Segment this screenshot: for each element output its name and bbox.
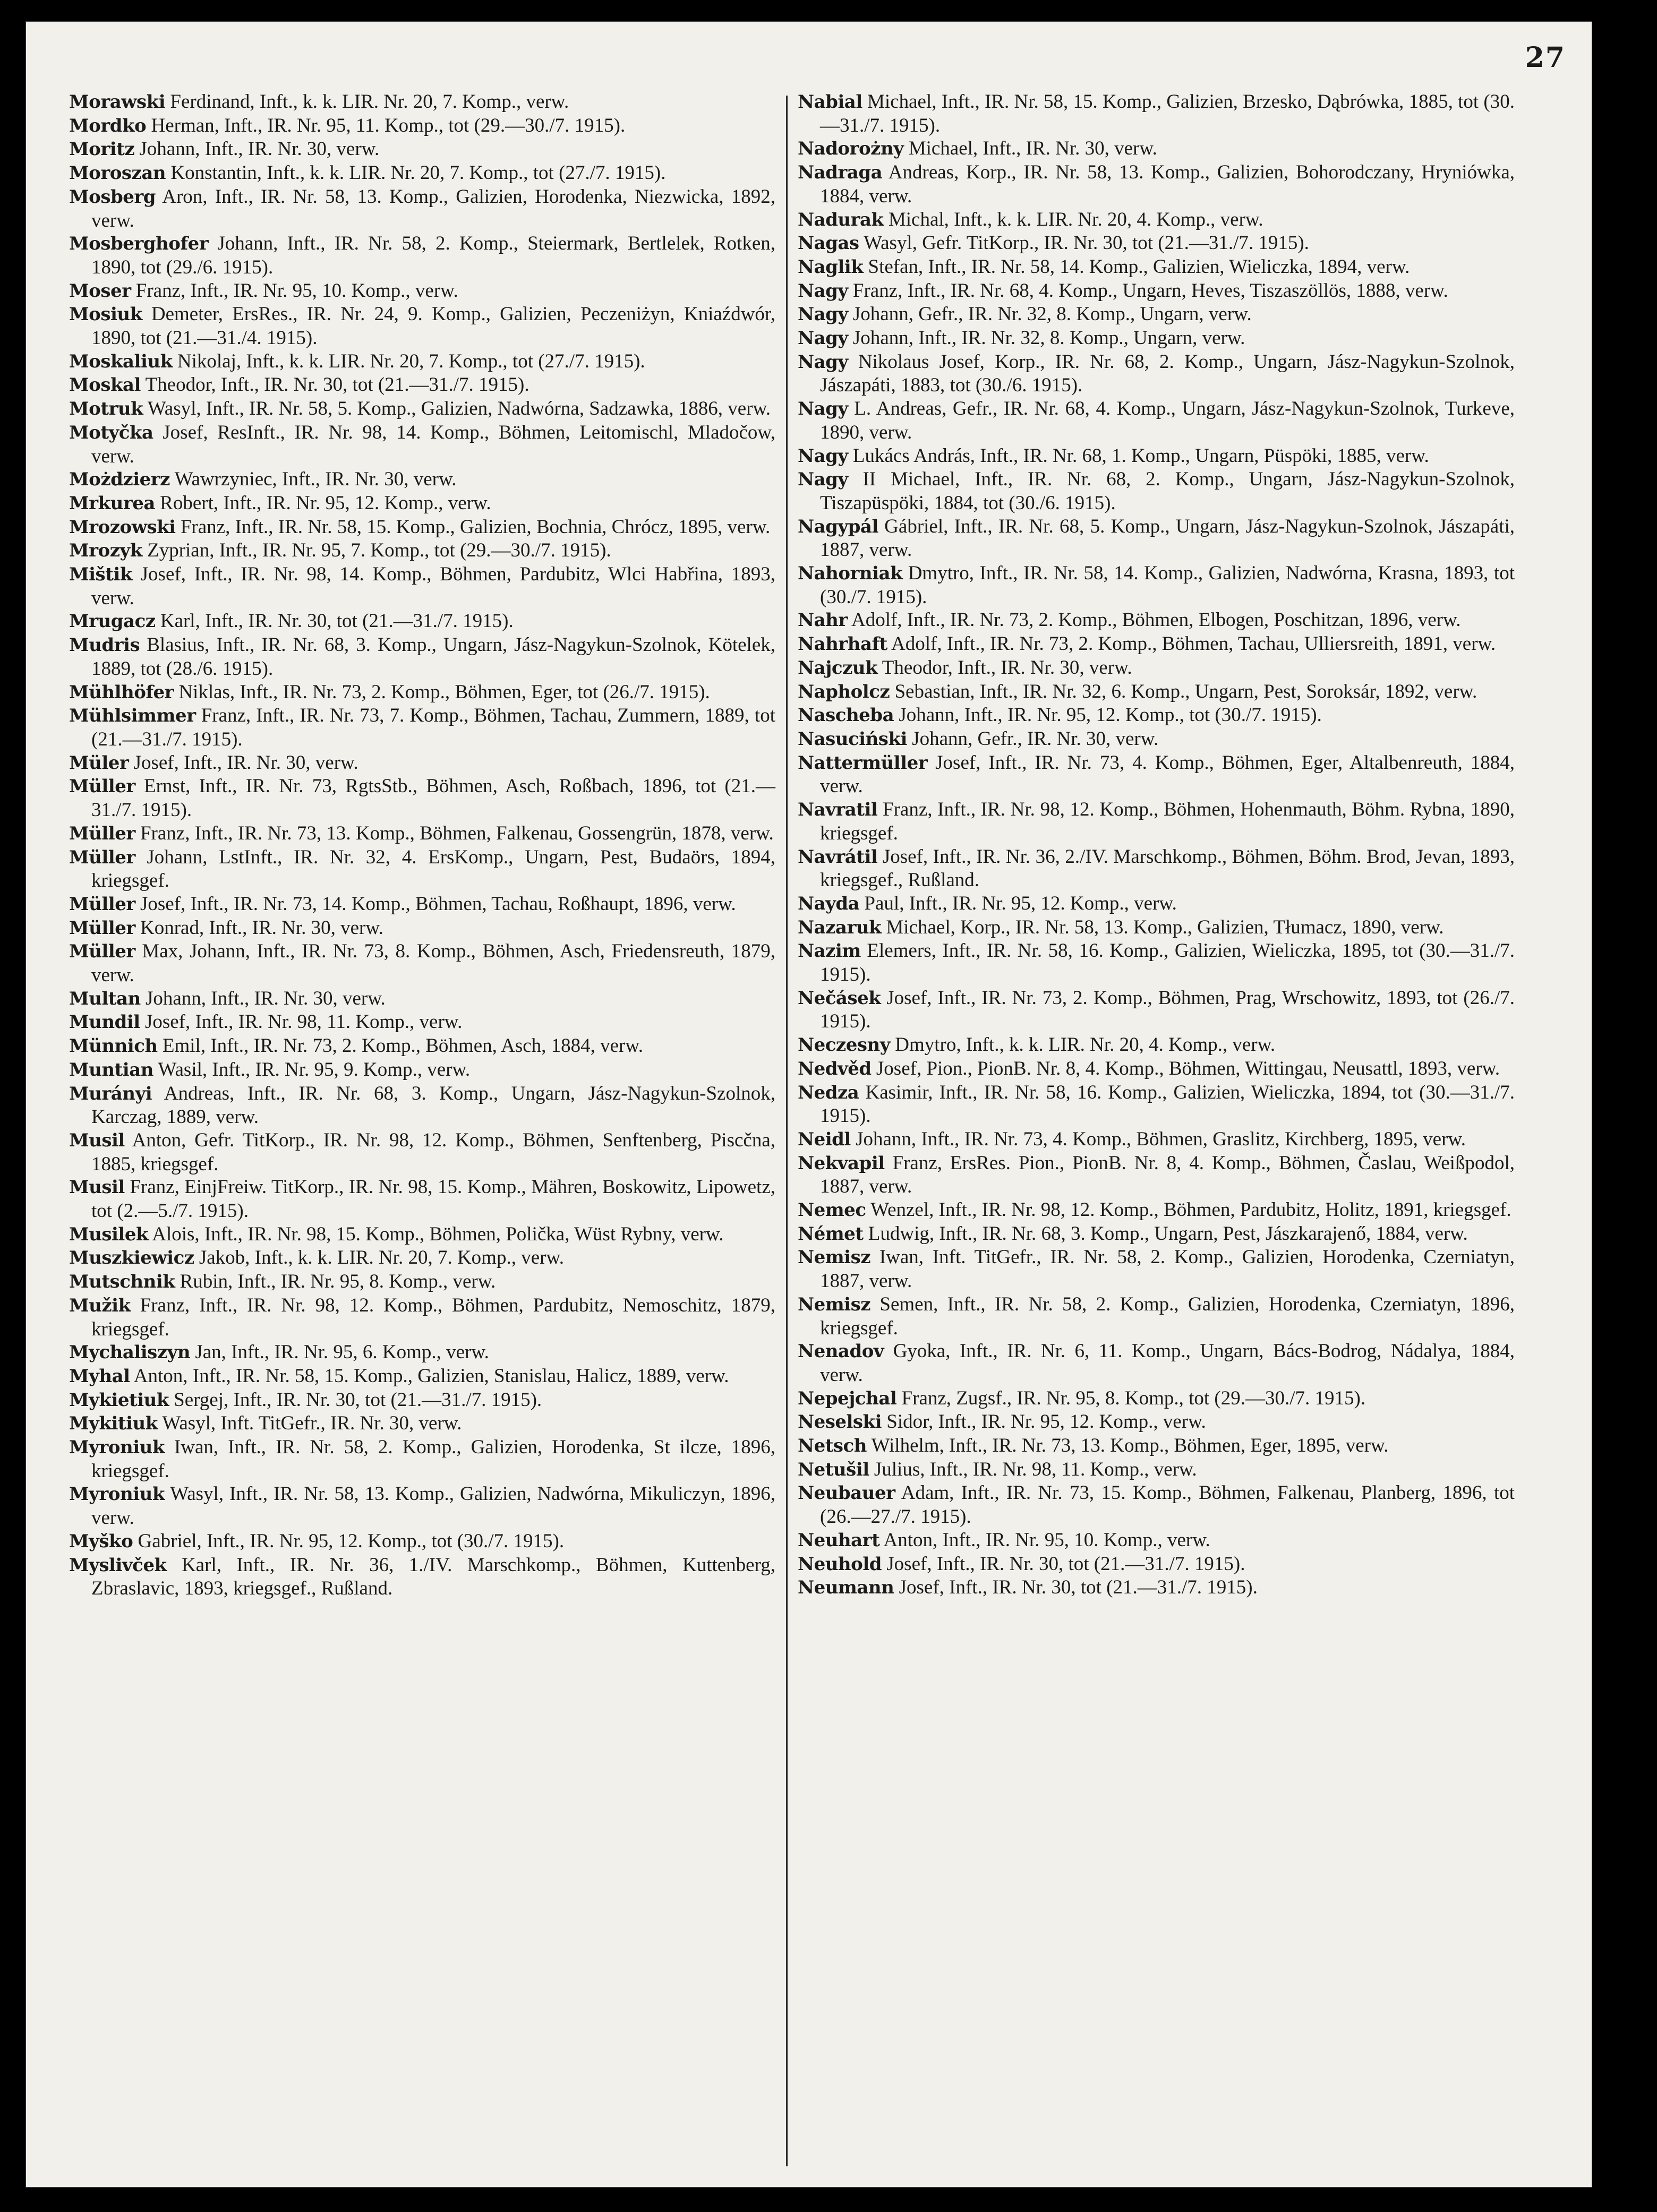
entry-details: Michael, Korp., IR. Nr. 58, 13. Komp., Galizien, Tłumacz, 1890, verw. xyxy=(886,916,1444,938)
entry-details: Theodor, Inft., IR. Nr. 30, verw. xyxy=(882,656,1132,679)
entry-surname: Mundil xyxy=(69,1011,140,1033)
entry-details: Josef, Inft., IR. Nr. 30, tot (21.—31./7. 1915). xyxy=(886,1553,1245,1575)
entry-surname: Netušil xyxy=(798,1459,869,1480)
entry-surname: Możdzierz xyxy=(69,469,170,491)
entry-surname: Naglik xyxy=(798,256,864,278)
roll-entry xyxy=(69,846,775,893)
roll-entry xyxy=(69,1388,775,1412)
entry-details: Michael, Inft., IR. Nr. 30, verw. xyxy=(908,138,1157,160)
entry-details: Josef, Inft., IR. Nr. 73, 2. Komp., Böhmen, Prag, Wrschowitz, 1893, tot (26./7. 1915). xyxy=(820,987,1515,1033)
entry-details: Wawrzyniec, Inft., IR. Nr. 30, verw. xyxy=(174,468,457,491)
roll-entry xyxy=(798,1529,1515,1553)
entry-surname: Nascheba xyxy=(798,705,894,726)
entry-details: Josef, Inft., IR. Nr. 36, 2./IV. Marschkomp., Böhmen, Böhm. Brod, Jevan, 1893, kriegsgef., Rußland. xyxy=(820,845,1515,891)
document-page xyxy=(25,21,1592,2188)
entry-surname: Mosberghofer xyxy=(69,233,209,255)
roll-entry xyxy=(798,892,1515,916)
roll-entry xyxy=(69,610,775,633)
roll-entry xyxy=(798,1081,1515,1128)
entry-surname: Nahorniak xyxy=(798,563,903,585)
entry-surname: Neidl xyxy=(798,1128,851,1150)
entry-details: Konrad, Inft., IR. Nr. 30, verw. xyxy=(140,916,383,939)
roll-entry xyxy=(69,468,775,492)
entry-details: Johann, Inft., IR. Nr. 58, 2. Komp., Steiermark, Bertlelek, Rotken, 1890, tot (29./6. 1915). xyxy=(91,233,776,278)
entry-surname: Moritz xyxy=(69,139,135,160)
roll-entry xyxy=(69,161,775,185)
roll-entry xyxy=(69,303,775,349)
entry-details: Niklas, Inft., IR. Nr. 73, 2. Komp., Böhmen, Eger, tot (26./7. 1915). xyxy=(178,681,710,703)
entry-surname: Morawski xyxy=(69,91,166,113)
roll-entry xyxy=(798,1576,1515,1600)
entry-surname: Netsch xyxy=(798,1435,867,1457)
entry-details: Franz, Zugsf., IR. Nr. 95, 8. Komp., tot (29.—30./7. 1915). xyxy=(901,1387,1366,1409)
entry-details: Gabriel, Inft., IR. Nr. 95, 12. Komp., tot (30./7. 1915). xyxy=(138,1530,565,1552)
roll-entry xyxy=(798,680,1515,704)
roll-entry xyxy=(69,539,775,563)
roll-entry xyxy=(69,421,775,468)
entry-details: Wasil, Inft., IR. Nr. 95, 9. Komp., verw. xyxy=(158,1058,471,1081)
roll-entry xyxy=(69,1365,775,1388)
entry-surname: Moskal xyxy=(69,374,141,396)
entry-details: Nikolaj, Inft., k. k. LIR. Nr. 20, 7. Komp., tot (27./7. 1915). xyxy=(177,350,645,372)
entry-details: Adam, Inft., IR. Nr. 73, 15. Komp., Böhmen, Falkenau, Planberg, 1896, tot (26.—27./7. 1915). xyxy=(820,1482,1515,1528)
entry-surname: Müller xyxy=(69,941,135,963)
entry-details: Karl, Inft., IR. Nr. 36, 1./IV. Marschkomp., Böhmen, Kuttenberg, Zbraslavic, 1893, kriegsgef., Rußland. xyxy=(91,1554,776,1600)
entry-surname: Nečásek xyxy=(798,987,881,1009)
entry-details: Sebastian, Inft., IR. Nr. 32, 6. Komp., Ungarn, Pest, Soroksár, 1892, verw. xyxy=(894,680,1477,702)
roll-entry xyxy=(69,1082,775,1129)
entry-surname: Münnich xyxy=(69,1035,158,1057)
roll-entry xyxy=(798,845,1515,892)
entry-details: Michal, Inft., k. k. LIR. Nr. 20, 4. Komp., verw. xyxy=(888,208,1263,230)
entry-surname: Nazim xyxy=(798,940,861,962)
entry-details: Demeter, ErsRes., IR. Nr. 24, 9. Komp., Galizien, Peczeniżyn, Kniaźdwór, 1890, tot (21.—31./4. 1915). xyxy=(91,303,775,349)
entry-surname: Neuhart xyxy=(798,1529,880,1551)
entry-surname: Neumann xyxy=(798,1577,894,1599)
entry-details: Franz, EinjFreiw. TitKorp., IR. Nr. 98, 15. Komp., Mähren, Boskowitz, Lipowetz, tot (2.—5./7. 1915). xyxy=(91,1176,775,1222)
entry-surname: Mychaliszyn xyxy=(69,1342,191,1364)
entry-details: Blasius, Inft., IR. Nr. 68, 3. Komp., Ungarn, Jász-Nagykun-Szolnok, Kötelek, 1889, tot (28./6. 1915). xyxy=(91,634,776,680)
entry-details: Konstantin, Inft., k. k. LIR. Nr. 20, 7. Komp., tot (27./7. 1915). xyxy=(170,162,666,184)
entry-surname: Moroszan xyxy=(69,162,166,184)
entry-details: Ferdinand, Inft., k. k. LIR. Nr. 20, 7. Komp., verw. xyxy=(170,91,569,113)
entry-details: Franz, Inft., IR. Nr. 73, 7. Komp., Böhmen, Tachau, Zummern, 1889, tot (21.—31./7. 1915). xyxy=(91,705,775,750)
roll-entry xyxy=(69,232,775,279)
roll-entry xyxy=(69,1554,775,1600)
entry-details: Lukács András, Inft., IR. Nr. 68, 1. Komp., Ungarn, Püspöki, 1885, verw. xyxy=(852,444,1429,467)
entry-surname: Muszkiewicz xyxy=(69,1247,194,1269)
entry-details: Wasyl, Inft., IR. Nr. 58, 5. Komp., Galizien, Nadwórna, Sadzawka, 1886, verw. xyxy=(147,398,771,420)
entry-details: Josef, Inft., IR. Nr. 98, 14. Komp., Böhmen, Pardubitz, Wlci Habřina, 1893, verw. xyxy=(91,563,775,609)
entry-details: Iwan, Inft. TitGefr., IR. Nr. 58, 2. Komp., Galizien, Horodenka, Czerniatyn, 1887, verw. xyxy=(820,1246,1515,1292)
entry-surname: Myroniuk xyxy=(69,1437,165,1459)
entry-surname: Myslivček xyxy=(69,1554,167,1576)
entry-surname: Nagy xyxy=(798,445,848,467)
entry-surname: Mrozyk xyxy=(69,540,142,562)
entry-details: Alois, Inft., IR. Nr. 98, 15. Komp., Böhmen, Polička, Wüst Rybny, verw. xyxy=(152,1223,724,1245)
roll-entry xyxy=(69,397,775,421)
entry-surname: Nemisz xyxy=(798,1247,871,1268)
entry-surname: Nagy xyxy=(798,469,848,491)
entry-details: Kasimir, Inft., IR. Nr. 58, 16. Komp., Galizien, Wieliczka, 1894, tot (30.—31./7. 1915). xyxy=(820,1081,1515,1127)
entry-surname: Müller xyxy=(69,893,135,915)
roll-entry xyxy=(69,563,775,610)
roll-entry xyxy=(798,1387,1515,1411)
entry-surname: Mosberg xyxy=(69,186,156,208)
entry-surname: Nattermüller xyxy=(798,752,928,774)
roll-entry xyxy=(69,916,775,940)
entry-surname: Mrozowski xyxy=(69,516,176,538)
roll-entry xyxy=(69,138,775,161)
entry-surname: Nedza xyxy=(798,1082,859,1103)
entry-surname: Német xyxy=(798,1223,864,1245)
entry-surname: Neselski xyxy=(798,1411,882,1433)
roll-entry xyxy=(69,1034,775,1058)
roll-entry xyxy=(798,987,1515,1033)
roll-entry xyxy=(69,350,775,374)
entry-surname: Nahrhaft xyxy=(798,633,887,655)
entry-surname: Muntian xyxy=(69,1059,153,1081)
roll-entry xyxy=(798,1293,1515,1340)
roll-entry xyxy=(69,1223,775,1247)
entry-details: Franz, Inft., IR. Nr. 58, 15. Komp., Galizien, Bochnia, Chrócz, 1895, verw. xyxy=(180,516,771,538)
entry-details: Iwan, Inft., IR. Nr. 58, 2. Komp., Galizien, Horodenka, St ilcze, 1896, kriegsgef. xyxy=(91,1436,775,1482)
roll-entry xyxy=(798,1152,1515,1198)
entry-details: Adolf, Inft., IR. Nr. 73, 2. Komp., Böhmen, Tachau, Ulliersreith, 1891, verw. xyxy=(891,633,1496,655)
entry-details: Karl, Inft., IR. Nr. 30, tot (21.—31./7. 1915). xyxy=(160,610,514,632)
roll-entry xyxy=(798,350,1515,397)
entry-details: Johann, Gefr., IR. Nr. 32, 8. Komp., Ungarn, verw. xyxy=(852,303,1252,325)
roll-entry xyxy=(798,327,1515,350)
entry-surname: Nazaruk xyxy=(798,916,882,938)
entry-surname: Nadurak xyxy=(798,209,884,230)
entry-surname: Murányi xyxy=(69,1083,152,1104)
entry-details: Julius, Inft., IR. Nr. 98, 11. Komp., verw. xyxy=(874,1458,1197,1480)
entry-surname: Neczesny xyxy=(798,1034,890,1056)
roll-entry xyxy=(798,161,1515,208)
entry-details: Paul, Inft., IR. Nr. 95, 12. Komp., verw. xyxy=(864,892,1177,914)
entry-surname: Najczuk xyxy=(798,657,878,679)
entry-surname: Mrkurea xyxy=(69,492,155,514)
entry-surname: Nagy xyxy=(798,280,848,302)
entry-details: Herman, Inft., IR. Nr. 95, 11. Komp., tot (29.—30./7. 1915). xyxy=(151,114,626,136)
roll-entry xyxy=(798,1246,1515,1292)
entry-details: Wasyl, Inft., IR. Nr. 58, 13. Komp., Galizien, Nadwórna, Mikuliczyn, 1896, verw. xyxy=(91,1483,775,1529)
entry-details: Adolf, Inft., IR. Nr. 73, 2. Komp., Böhmen, Elbogen, Poschitzan, 1896, verw. xyxy=(851,609,1461,631)
entry-surname: Nayda xyxy=(798,893,860,914)
roll-entry xyxy=(798,444,1515,468)
entry-details: Johann, Inft., IR. Nr. 73, 4. Komp., Böhmen, Graslitz, Kirchberg, 1895, verw. xyxy=(856,1128,1466,1150)
entry-details: Josef, Inft., IR. Nr. 73, 14. Komp., Böhmen, Tachau, Roßhaupt, 1896, verw. xyxy=(140,893,736,915)
entry-surname: Neubauer xyxy=(798,1482,895,1504)
entry-details: Gyoka, Inft., IR. Nr. 6, 11. Komp., Ungarn, Bács-Bodrog, Nádalya, 1884, verw. xyxy=(820,1340,1515,1386)
entry-surname: Müller xyxy=(69,846,135,868)
entry-surname: Neuhold xyxy=(798,1553,882,1575)
roll-entry xyxy=(798,232,1515,255)
entry-details: Theodor, Inft., IR. Nr. 30, tot (21.—31./7. 1915). xyxy=(145,374,529,396)
roll-entry xyxy=(69,893,775,916)
entry-details: L. Andreas, Gefr., IR. Nr. 68, 4. Komp., Ungarn, Jász-Nagykun-Szolnok, Turkeve, 1890, verw. xyxy=(820,398,1515,443)
entry-details: Franz, Inft., IR. Nr. 73, 13. Komp., Böhmen, Falkenau, Gossengrün, 1878, verw. xyxy=(140,822,774,844)
roll-entry xyxy=(798,608,1515,632)
roll-entry xyxy=(798,255,1515,279)
entry-details: Jakob, Inft., k. k. LIR. Nr. 20, 7. Komp., verw. xyxy=(199,1247,565,1269)
entry-surname: Motyčka xyxy=(69,422,153,443)
entry-surname: Napholcz xyxy=(798,681,890,702)
entry-details: Franz, Inft., IR. Nr. 95, 10. Komp., verw. xyxy=(135,279,458,302)
entry-details: Sidor, Inft., IR. Nr. 95, 12. Komp., verw. xyxy=(886,1411,1206,1433)
column-divider xyxy=(786,96,788,2166)
entry-surname: Nekvapil xyxy=(798,1152,885,1174)
entry-details: Josef, ResInft., IR. Nr. 98, 14. Komp., Böhmen, Leitomischl, Mladočow, verw. xyxy=(91,421,775,467)
roll-entry xyxy=(69,1530,775,1554)
entry-details: Zyprian, Inft., IR. Nr. 95, 7. Komp., tot (29.—30./7. 1915). xyxy=(147,539,611,562)
roll-entry xyxy=(798,1222,1515,1246)
entry-surname: Nedvěd xyxy=(798,1058,872,1079)
roll-entry xyxy=(798,1434,1515,1458)
roll-entry xyxy=(798,397,1515,444)
entry-details: Josef, Pion., PionB. Nr. 8, 4. Komp., Böhmen, Wittingau, Neusattl, 1893, verw. xyxy=(876,1057,1500,1079)
entry-surname: Nadorożny xyxy=(798,138,904,160)
entry-surname: Nagy xyxy=(798,398,848,420)
entry-surname: Mordko xyxy=(69,115,147,136)
entry-details: Josef, Inft., IR. Nr. 30, tot (21.—31./7. 1915). xyxy=(899,1576,1258,1599)
entry-details: Anton, Inft., IR. Nr. 95, 10. Komp., verw. xyxy=(883,1529,1210,1551)
entry-surname: Nagas xyxy=(798,233,859,254)
right-column xyxy=(798,90,1515,1600)
entry-surname: Nemisz xyxy=(798,1293,871,1315)
entry-details: Ludwig, Inft., IR. Nr. 68, 3. Komp., Ungarn, Pest, Jászkarajenő, 1884, verw. xyxy=(868,1222,1468,1245)
entry-surname: Mutschnik xyxy=(69,1271,175,1293)
entry-details: Sergej, Inft., IR. Nr. 30, tot (21.—31./7. 1915). xyxy=(174,1388,542,1411)
entry-details: Max, Johann, Inft., IR. Nr. 73, 8. Komp., Böhmen, Asch, Friedensreuth, 1879, verw. xyxy=(91,940,775,987)
entry-details: Wasyl, Gefr. TitKorp., IR. Nr. 30, tot (21.—31./7. 1915). xyxy=(864,232,1309,254)
roll-entry xyxy=(69,1294,775,1341)
entry-surname: Navratil xyxy=(798,799,878,821)
entry-details: Josef, Inft., IR. Nr. 98, 11. Komp., verw. xyxy=(144,1011,463,1033)
roll-entry xyxy=(69,185,775,232)
entry-surname: Nepejchal xyxy=(798,1387,897,1409)
roll-entry xyxy=(798,1198,1515,1222)
entry-details: Dmytro, Inft., k. k. LIR. Nr. 20, 4. Komp., verw. xyxy=(895,1034,1276,1056)
entry-surname: Nahr xyxy=(798,610,848,631)
entry-surname: Mykitiuk xyxy=(69,1413,158,1435)
roll-entry xyxy=(69,90,775,114)
roll-entry xyxy=(798,704,1515,727)
entry-surname: Myroniuk xyxy=(69,1484,165,1505)
roll-entry xyxy=(798,1410,1515,1434)
roll-entry xyxy=(69,1341,775,1365)
entry-surname: Mosiuk xyxy=(69,304,142,325)
roll-entry xyxy=(798,1033,1515,1057)
entry-details: Franz, Inft., IR. Nr. 68, 4. Komp., Ungarn, Heves, Tiszaszöllös, 1888, verw. xyxy=(852,279,1448,302)
entry-surname: Mrugacz xyxy=(69,611,156,632)
entry-details: Rubin, Inft., IR. Nr. 95, 8. Komp., verw. xyxy=(180,1271,496,1293)
entry-surname: Mühlhöfer xyxy=(69,681,174,703)
entry-details: Dmytro, Inft., IR. Nr. 58, 14. Komp., Galizien, Nadwórna, Krasna, 1893, tot (30./7. 1915). xyxy=(820,562,1515,608)
entry-details: Michael, Inft., IR. Nr. 58, 15. Komp., Galizien, Brzesko, Dąbrówka, 1885, tot (30.—31./7. 1915). xyxy=(820,91,1515,136)
entry-surname: Müller xyxy=(69,917,135,939)
entry-details: Nikolaus Josef, Korp., IR. Nr. 68, 2. Komp., Ungarn, Jász-Nagykun-Szolnok, Jászapáti, 1883, tot (30./6. 1915). xyxy=(820,350,1515,397)
roll-entry xyxy=(69,751,775,775)
entry-surname: Moser xyxy=(69,280,131,302)
roll-entry xyxy=(69,373,775,397)
roll-entry xyxy=(798,727,1515,751)
roll-entry xyxy=(798,751,1515,798)
entry-details: Johann, Gefr., IR. Nr. 30, verw. xyxy=(912,727,1159,750)
roll-entry xyxy=(69,1246,775,1270)
entry-details: Johann, Inft., IR. Nr. 30, verw. xyxy=(145,987,386,1009)
page-number: 27 xyxy=(1525,41,1566,74)
entry-surname: Nabial xyxy=(798,91,862,113)
roll-entry xyxy=(69,516,775,539)
entry-surname: Nagy xyxy=(798,304,848,325)
entry-surname: Mištik xyxy=(69,564,132,586)
entry-surname: Mühlsimmer xyxy=(69,705,196,727)
roll-entry xyxy=(69,114,775,138)
entry-surname: Musilek xyxy=(69,1223,149,1245)
roll-entry xyxy=(69,775,775,821)
roll-entry xyxy=(69,279,775,303)
entry-details: Jan, Inft., IR. Nr. 95, 6. Komp., verw. xyxy=(195,1341,489,1364)
entry-details: Johann, Inft., IR. Nr. 32, 8. Komp., Ungarn, verw. xyxy=(852,327,1245,349)
entry-details: Semen, Inft., IR. Nr. 58, 2. Komp., Galizien, Horodenka, Czerniatyn, 1896, kriegsgef. xyxy=(820,1293,1515,1339)
entry-surname: Moskaliuk xyxy=(69,350,173,372)
entry-details: Wenzel, Inft., IR. Nr. 98, 12. Komp., Böhmen, Pardubitz, Holitz, 1891, kriegsgef. xyxy=(870,1199,1511,1221)
roll-entry xyxy=(69,822,775,846)
entry-details: Elemers, Inft., IR. Nr. 58, 16. Komp., Galizien, Wieliczka, 1895, tot (30.—31./7. 1915). xyxy=(820,940,1515,986)
roll-entry xyxy=(69,1270,775,1294)
entry-details: Andreas, Korp., IR. Nr. 58, 13. Komp., Galizien, Bohorodczany, Hryniówka, 1884, verw. xyxy=(820,161,1515,207)
entry-surname: Nenadov xyxy=(798,1341,884,1362)
entry-details: Franz, Inft., IR. Nr. 98, 12. Komp., Böhmen, Hohenmauth, Böhm. Rybna, 1890, kriegsgef. xyxy=(820,799,1515,844)
roll-entry xyxy=(69,704,775,751)
roll-entry xyxy=(69,633,775,680)
entry-details: Gábriel, Inft., IR. Nr. 68, 5. Komp., Ungarn, Jász-Nagykun-Szolnok, Jászapáti, 1887, verw. xyxy=(820,515,1515,561)
entry-surname: Nasuciński xyxy=(798,728,907,750)
entry-surname: Mužik xyxy=(69,1294,131,1316)
roll-entry xyxy=(798,468,1515,515)
entry-details: II Michael, Inft., IR. Nr. 68, 2. Komp., Ungarn, Jász-Nagykun-Szolnok, Tiszapüspöki, 1884, tot (30./6. 1915). xyxy=(820,468,1515,514)
entry-details: Robert, Inft., IR. Nr. 95, 12. Komp., verw. xyxy=(160,492,491,514)
entry-surname: Musil xyxy=(69,1129,125,1151)
roll-entry xyxy=(798,1128,1515,1152)
roll-entry xyxy=(69,1176,775,1222)
entry-surname: Musil xyxy=(69,1177,125,1198)
roll-entry xyxy=(798,303,1515,327)
entry-details: Johann, LstInft., IR. Nr. 32, 4. ErsKomp., Ungarn, Pest, Budaörs, 1894, kriegsgef. xyxy=(91,846,775,892)
roll-entry xyxy=(798,279,1515,303)
roll-entry xyxy=(69,1129,775,1176)
roll-entry xyxy=(798,1481,1515,1528)
roll-entry xyxy=(69,1436,775,1482)
entry-details: Wilhelm, Inft., IR. Nr. 73, 13. Komp., Böhmen, Eger, 1895, verw. xyxy=(871,1435,1389,1457)
entry-details: Franz, ErsRes. Pion., PionB. Nr. 8, 4. Komp., Böhmen, Časlau, Weißpodol, 1887, verw. xyxy=(820,1152,1515,1198)
entry-details: Aron, Inft., IR. Nr. 58, 13. Komp., Galizien, Horodenka, Niezwicka, 1892, verw. xyxy=(91,185,775,232)
entry-surname: Nagy xyxy=(798,328,848,349)
entry-details: Johann, Inft., IR. Nr. 30, verw. xyxy=(139,138,380,160)
roll-entry xyxy=(69,1482,775,1529)
roll-entry xyxy=(798,90,1515,137)
entry-details: Anton, Gefr. TitKorp., IR. Nr. 98, 12. Komp., Böhmen, Senftenberg, Piscčna, 1885, kriegsgef. xyxy=(91,1129,775,1175)
roll-entry xyxy=(798,1553,1515,1576)
entry-surname: Multan xyxy=(69,988,141,1009)
entry-surname: Müller xyxy=(69,776,135,798)
entry-details: Ernst, Inft., IR. Nr. 73, RgtsStb., Böhmen, Asch, Roßbach, 1896, tot (21.—31./7. 1915). xyxy=(91,775,775,821)
entry-details: Andreas, Inft., IR. Nr. 68, 3. Komp., Ungarn, Jász-Nagykun-Szolnok, Karczag, 1889, verw. xyxy=(91,1082,775,1128)
entry-details: Stefan, Inft., IR. Nr. 58, 14. Komp., Galizien, Wieliczka, 1894, verw. xyxy=(868,255,1410,278)
entry-surname: Myško xyxy=(69,1530,133,1552)
entry-surname: Nagypál xyxy=(798,516,878,537)
entry-surname: Mudris xyxy=(69,635,140,656)
entry-details: Wasyl, Inft. TitGefr., IR. Nr. 30, verw. xyxy=(162,1412,462,1435)
entry-details: Josef, Inft., IR. Nr. 73, 4. Komp., Böhmen, Eger, Altalbenreuth, 1884, verw. xyxy=(820,751,1515,798)
entry-details: Emil, Inft., IR. Nr. 73, 2. Komp., Böhmen, Asch, 1884, verw. xyxy=(162,1035,643,1057)
entry-details: Johann, Inft., IR. Nr. 95, 12. Komp., tot (30./7. 1915). xyxy=(899,704,1322,726)
entry-details: Josef, Inft., IR. Nr. 30, verw. xyxy=(133,751,358,774)
left-column xyxy=(69,90,775,1600)
roll-entry xyxy=(798,1340,1515,1386)
roll-entry xyxy=(798,656,1515,680)
entry-surname: Myhal xyxy=(69,1365,130,1387)
entry-surname: Mykietiuk xyxy=(69,1389,169,1411)
roll-entry xyxy=(798,798,1515,845)
entry-surname: Nagy xyxy=(798,351,848,373)
roll-entry xyxy=(69,940,775,987)
roll-entry xyxy=(69,987,775,1011)
roll-entry xyxy=(69,1010,775,1034)
roll-entry xyxy=(798,939,1515,986)
roll-entry xyxy=(798,1057,1515,1081)
roll-entry xyxy=(798,632,1515,656)
entry-surname: Motruk xyxy=(69,398,143,420)
roll-entry xyxy=(69,492,775,516)
roll-entry xyxy=(69,681,775,705)
roll-entry xyxy=(798,916,1515,940)
entry-surname: Müler xyxy=(69,752,129,774)
entry-details: Anton, Inft., IR. Nr. 58, 15. Komp., Galizien, Stanislau, Halicz, 1889, verw. xyxy=(133,1365,729,1387)
roll-entry xyxy=(798,1458,1515,1482)
roll-entry xyxy=(798,562,1515,608)
entry-surname: Navrátil xyxy=(798,846,878,868)
entry-details: Franz, Inft., IR. Nr. 98, 12. Komp., Böhmen, Pardubitz, Nemoschitz, 1879, kriegsgef. xyxy=(91,1294,776,1340)
entry-surname: Müller xyxy=(69,822,135,844)
roll-entry xyxy=(798,208,1515,232)
roll-entry xyxy=(69,1058,775,1082)
roll-entry xyxy=(69,1412,775,1436)
entry-surname: Nemec xyxy=(798,1199,866,1221)
entry-surname: Nadraga xyxy=(798,162,883,184)
roll-entry xyxy=(798,137,1515,161)
roll-entry xyxy=(798,515,1515,562)
